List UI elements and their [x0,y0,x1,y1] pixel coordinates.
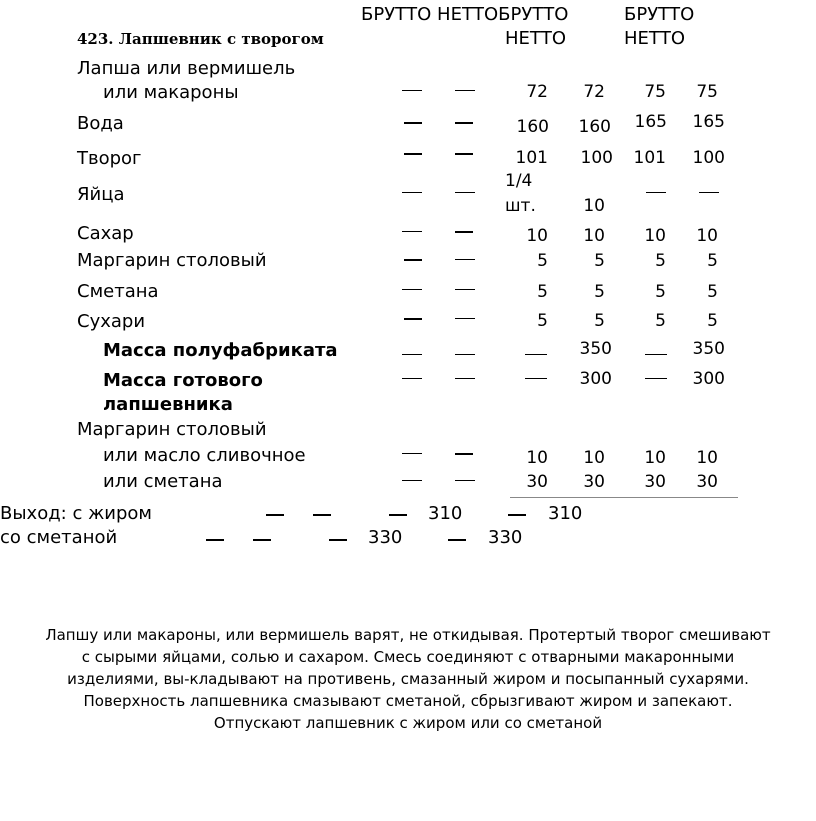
value-cell: 10 [696,226,718,246]
ingredient-label-cont: или масло сливочное [103,445,306,466]
recipe-title: 423. Лапшевник с творогом [77,30,324,48]
dash [455,122,473,124]
value-cell: 75 [696,82,718,102]
ingredient-label: Сахар [77,223,134,244]
recipe-description: Лапшу или макароны, или вермишель варят, не откидывая. Протертый творог смешивают с сырыми яйцами, солью и сахаром. Смесь соединяют с отварными макаронными изделиями, вы-кладывают на противень, смазанный жиром и посыпанный сухарями. Поверхность лапшевника смазывают сметаной, сбрызгивают жиром и запекают. Отпускают лапшевник с жиром или со сметаной [45,626,771,732]
ingredient-label: Вода [77,113,124,134]
ingredient-label: Творог [77,148,142,169]
value-cell: 10 [644,448,666,468]
dash [455,259,475,260]
dash [329,539,347,541]
value-cell: 5 [707,282,718,302]
value-cell: 300 [692,369,725,389]
total-label-cont: лапшевника [103,394,233,415]
dash [699,192,719,193]
table-bottom-rule [510,497,738,498]
dash [402,378,422,379]
value-cell: 100 [692,148,725,168]
value-cell: 5 [707,251,718,271]
output-value: 310 [428,503,463,524]
value-cell: 350 [579,339,612,359]
dash [402,354,422,355]
value-cell: 10 [583,196,605,216]
dash [404,259,422,261]
dash [404,318,422,320]
value-cell: 72 [583,82,605,102]
dash [313,514,331,516]
column-header-row1: БРУТТО НЕТТОБРУТТО [361,4,569,25]
dash [455,453,473,455]
value-cell: 5 [594,282,605,302]
value-cell: 10 [583,448,605,468]
value-cell: 160 [516,117,549,137]
value-cell: 160 [578,117,611,137]
output-label-sourcream: со сметаной [0,527,118,548]
value-cell: 30 [526,472,548,492]
total-label: Масса готового [103,370,263,391]
value-cell: 10 [696,448,718,468]
value-cell: 165 [634,112,667,132]
value-cell: 10 [526,448,548,468]
dash [455,378,475,379]
value-cell: 5 [655,311,666,331]
dash [448,539,466,541]
value-cell: 5 [537,311,548,331]
dash [402,231,422,232]
dash [404,153,422,155]
dash [525,354,547,355]
value-cell: 101 [633,148,666,168]
ingredient-label: Лапша или вермишель [77,58,296,79]
value-cell: 5 [537,251,548,271]
value-cell-fraction: 1/4 [505,171,533,191]
value-cell: 5 [594,311,605,331]
dash [455,480,475,481]
dash [455,231,473,233]
dash [455,192,475,193]
output-label-fat: Выход: с жиром [0,503,153,524]
dash [455,153,473,155]
value-cell: 30 [696,472,718,492]
ingredient-label: Сметана [77,281,159,302]
dash [402,453,422,454]
total-label: Масса полуфабриката [103,340,338,361]
value-cell: 5 [594,251,605,271]
value-cell: 300 [579,369,612,389]
output-value: 330 [368,527,403,548]
output-value: 310 [548,503,583,524]
dash [266,514,284,516]
column-header-netto-2: НЕТТО [624,28,686,49]
value-cell: 30 [644,472,666,492]
dash [645,354,667,355]
dash [402,192,422,193]
dash [206,539,224,541]
ingredient-label: Яйца [77,184,125,205]
value-cell: 30 [583,472,605,492]
ingredient-label: Маргарин столовый [77,419,267,440]
dash [455,318,475,319]
dash [508,514,526,516]
dash [404,122,422,124]
value-cell: 10 [526,226,548,246]
value-cell: 10 [583,226,605,246]
value-cell: 5 [707,311,718,331]
dash [402,480,422,481]
dash [402,90,422,91]
output-value: 330 [488,527,523,548]
dash [455,90,475,91]
value-cell-unit: шт. [505,196,536,216]
dash [646,192,666,193]
column-header-netto-1: НЕТТО [505,28,567,49]
ingredient-label-cont: или макароны [103,82,239,103]
value-cell: 75 [644,82,666,102]
value-cell: 5 [537,282,548,302]
value-cell: 10 [644,226,666,246]
value-cell: 5 [655,251,666,271]
dash [525,378,547,379]
value-cell: 72 [526,82,548,102]
dash [402,289,422,290]
value-cell: 101 [515,148,548,168]
ingredient-label: или сметана [103,471,223,492]
value-cell: 350 [692,339,725,359]
ingredient-label: Сухари [77,311,146,332]
dash [253,539,271,541]
ingredient-label: Маргарин столовый [77,250,267,271]
dash [455,354,475,355]
value-cell: 100 [580,148,613,168]
value-cell: 165 [692,112,725,132]
column-header-row1-right: БРУТТО [624,4,695,25]
dash [645,378,667,379]
value-cell: 5 [655,282,666,302]
dash [389,514,407,516]
dash [455,289,475,290]
